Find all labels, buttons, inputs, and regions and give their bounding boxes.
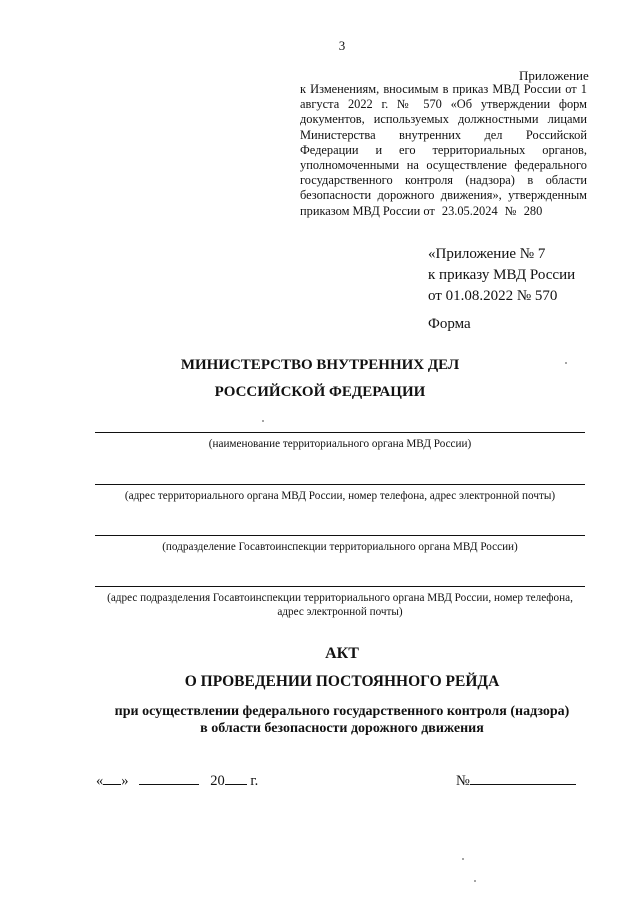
territorial-address-field [95, 484, 585, 503]
territorial-body-field [95, 432, 585, 451]
gai-address-field [95, 586, 585, 619]
gai-unit-field [95, 535, 585, 554]
act-title: АКТ [325, 645, 359, 662]
territorial-body-caption: (наименование территориального органа МВД России) [208, 438, 472, 450]
ministry-line2: РОССИЙСКОЙ ФЕДЕРАЦИИ [214, 384, 426, 400]
ministry-line1: МИНИСТЕРСТВО ВНУТРЕННИХ ДЕЛ [180, 357, 460, 373]
act-subtitle: О ПРОВЕДЕНИИ ПОСТОЯННОГО РЕЙДА [184, 673, 500, 690]
scan-speck [462, 858, 464, 860]
date-open-quote: « [96, 773, 104, 789]
order-number-sign: № [504, 203, 517, 218]
ministry-heading [0, 352, 640, 406]
order-prefix: приказом МВД России от [300, 203, 435, 218]
date-close-quote: » [121, 773, 129, 789]
territorial-address-caption: (адрес территориального органа МВД России, номер телефона, адрес электронной почты) [124, 490, 556, 502]
order-number: 280 [523, 203, 543, 218]
gai-address-caption: (адрес подразделения Госавтоинспекции территориального органа МВД России, номер телефона, адрес электронной почты) [107, 592, 573, 618]
number-sign: № [456, 773, 470, 789]
order-reference [300, 204, 546, 218]
appendix-text [300, 82, 587, 219]
annex-7-block [428, 244, 575, 307]
annex-7-line2: к приказу МВД России [428, 267, 576, 283]
act-date-row [96, 772, 258, 790]
day-blank [103, 772, 121, 785]
scan-speck [474, 880, 476, 882]
act-description [22, 703, 640, 737]
month-blank [139, 772, 199, 785]
appendix-body-text: к Изменениям, вносимым в приказ МВД России от 1 августа 2022 г. № 570 «Об утверждении форм документов, используемых должностными лицами Министерства внутренних дел Российской Федерации и его территориальных органов, уполномоченными на осуществление федерального государственного контроля (надзора) в области безопасности дорожного движения», утвержденным [300, 82, 587, 203]
scan-speck [262, 420, 264, 422]
scan-speck [565, 362, 567, 364]
annex-7-line1: «Приложение № 7 [428, 246, 546, 262]
order-date: 23.05.2024 [441, 203, 498, 218]
act-description-line1: при осуществлении федерального государственного контроля (надзора) [114, 704, 570, 719]
year-suffix: г. [250, 773, 259, 789]
year-blank [225, 772, 247, 785]
annex-7-line3: от 01.08.2022 № 570 [428, 288, 558, 304]
form-label: Форма [428, 316, 471, 332]
page-number: 3 [338, 38, 346, 53]
act-number-row [456, 772, 576, 790]
appendix-heading: Приложение [519, 68, 589, 83]
gai-unit-caption: (подразделение Госавтоинспекции территориального органа МВД России) [162, 541, 518, 553]
act-description-line2: в области безопасности дорожного движения [200, 721, 484, 736]
act-number-blank [470, 772, 576, 785]
year-prefix: 20 [210, 773, 225, 789]
